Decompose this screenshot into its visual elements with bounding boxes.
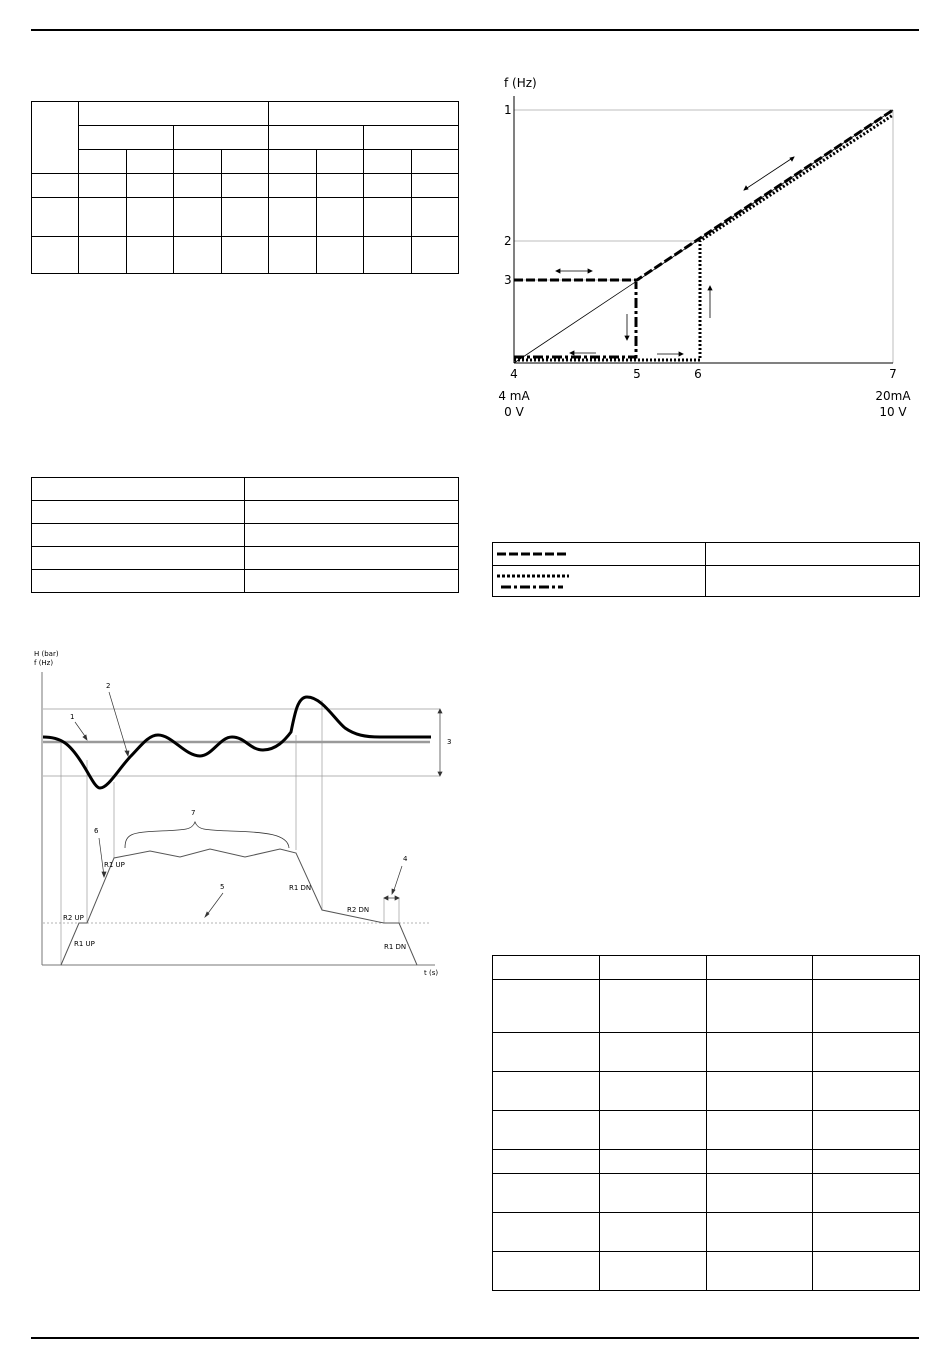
y-axis-title: f (Hz) [504,76,537,90]
label-r1-dn-low: R1 DN [384,943,407,951]
y-axis-title-f: f (Hz) [34,659,54,667]
x-start-v-label: 0 V [504,405,524,419]
y-tick-3: 3 [504,273,512,287]
callout-4: 4 [403,855,408,863]
callout-5: 5 [220,883,225,891]
brace-7 [125,822,289,848]
x-tick-5: 5 [633,367,641,381]
callout-6: 6 [94,827,99,835]
x-tick-4: 4 [510,367,518,381]
callout-2: 2 [106,682,111,690]
callout-3: 3 [447,738,452,746]
y-tick-1: 1 [504,103,512,117]
x-tick-7: 7 [889,367,897,381]
label-r2-dn: R2 DN [347,906,370,914]
callout-leaders [75,692,442,917]
callout-1: 1 [70,713,75,721]
x-tick-6: 6 [694,367,702,381]
guide-lines [61,700,399,965]
x-end-v-label: 10 V [879,405,907,419]
x-start-ma-label: 4 mA [498,389,530,403]
x-end-ma-label: 20mA [875,389,911,403]
x-axis-title: t (s) [424,969,439,977]
label-r1-dn-high: R1 DN [289,884,312,892]
y-axis-title-h: H (bar) [34,650,59,658]
callout-7: 7 [191,809,196,817]
label-r1-up-low: R1 UP [74,940,95,948]
y-tick-2: 2 [504,234,512,248]
label-r2-up: R2 UP [63,914,84,922]
label-r1-up-high: R1 UP [104,861,125,869]
